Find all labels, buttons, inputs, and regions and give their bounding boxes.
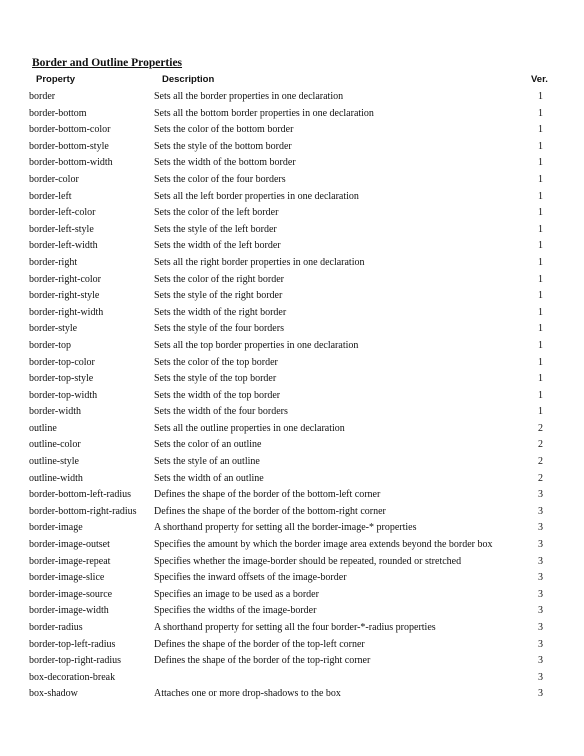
table-row <box>0 371 584 388</box>
property-cell: border-top-color <box>29 356 95 368</box>
table-row <box>0 255 584 272</box>
property-cell: border-bottom-left-radius <box>29 489 131 501</box>
version-cell: 1 <box>538 256 543 268</box>
property-cell: outline-color <box>29 439 81 451</box>
property-cell: border-left <box>29 190 72 202</box>
version-cell: 1 <box>538 373 543 385</box>
table-header <box>0 74 584 88</box>
version-cell: 1 <box>538 273 543 285</box>
table-row <box>0 504 584 521</box>
description-cell: Sets the style of the bottom border <box>154 140 292 152</box>
header-property: Property <box>36 74 76 85</box>
table-row <box>0 520 584 537</box>
version-cell: 1 <box>538 290 543 302</box>
property-cell: border-bottom-width <box>29 157 113 169</box>
property-cell: border-image-source <box>29 588 113 600</box>
property-cell: border-image-slice <box>29 572 105 584</box>
version-cell: 3 <box>538 671 543 683</box>
version-cell: 1 <box>538 91 543 102</box>
description-cell: A shorthand property for setting all the border-image-* properties <box>154 522 417 534</box>
property-cell: border-right <box>29 256 78 268</box>
property-cell: border-image-repeat <box>29 555 111 567</box>
property-cell: box-decoration-break <box>29 671 116 683</box>
table-row <box>0 637 584 654</box>
property-cell: border-bottom-style <box>29 140 109 152</box>
description-cell: Defines the shape of the border of the top-right corner <box>154 655 371 667</box>
property-cell: border-left-width <box>29 240 98 252</box>
version-cell: 1 <box>538 356 543 368</box>
header-version: Ver. <box>531 74 548 85</box>
version-cell: 1 <box>538 107 543 119</box>
property-cell: border-left-color <box>29 207 96 219</box>
description-cell: Sets all the border properties in one declaration <box>154 91 344 102</box>
property-cell: border-image <box>29 522 83 534</box>
property-cell: outline-style <box>29 456 79 468</box>
description-cell: Sets the width of the four borders <box>154 406 288 418</box>
property-cell: border-top-right-radius <box>29 655 121 667</box>
version-cell: 2 <box>538 439 543 451</box>
description-cell: Sets the style of an outline <box>154 456 260 468</box>
description-cell: Sets all the outline properties in one declaration <box>154 422 345 434</box>
table-row <box>0 653 584 670</box>
table-row <box>0 172 584 189</box>
description-cell: Sets the style of the right border <box>154 290 283 302</box>
version-cell: 3 <box>538 638 543 650</box>
version-cell: 3 <box>538 588 543 600</box>
table-row <box>0 238 584 255</box>
description-cell: Defines the shape of the border of the bottom-left corner <box>154 489 381 501</box>
description-cell: Specifies the inward offsets of the image-border <box>154 572 347 584</box>
table-body <box>0 89 584 703</box>
version-cell: 1 <box>538 173 543 185</box>
table-row <box>0 305 584 322</box>
description-cell: Specifies the amount by which the border image area extends beyond the border box <box>154 539 493 551</box>
property-cell: border-bottom-color <box>29 124 111 136</box>
description-cell: Sets the color of an outline <box>154 439 262 451</box>
description-cell: Sets the width of the top border <box>154 389 281 401</box>
property-cell: border-image-outset <box>29 539 110 551</box>
table-row <box>0 122 584 139</box>
version-cell: 1 <box>538 339 543 351</box>
property-cell: border-right-color <box>29 273 101 285</box>
property-cell: border-bottom-right-radius <box>29 505 137 517</box>
table-row <box>0 388 584 405</box>
version-cell: 1 <box>538 389 543 401</box>
version-cell: 3 <box>538 688 543 700</box>
version-cell: 1 <box>538 406 543 418</box>
table-row <box>0 89 584 106</box>
property-cell: box-shadow <box>29 688 78 700</box>
table-row <box>0 487 584 504</box>
header-description: Description <box>162 74 215 85</box>
table-row <box>0 321 584 338</box>
table-row <box>0 686 584 703</box>
table-row <box>0 205 584 222</box>
description-cell: Sets the color of the left border <box>154 207 279 219</box>
description-cell: Defines the shape of the border of the top-left corner <box>154 638 365 650</box>
version-cell: 3 <box>538 489 543 501</box>
table-row <box>0 338 584 355</box>
table-row <box>0 670 584 687</box>
version-cell: 3 <box>538 555 543 567</box>
table-row <box>0 139 584 156</box>
table-row <box>0 421 584 438</box>
description-cell: Sets the style of the left border <box>154 223 277 235</box>
table-row <box>0 603 584 620</box>
version-cell: 3 <box>538 622 543 633</box>
version-cell: 3 <box>538 655 543 667</box>
property-cell: border <box>29 91 56 102</box>
property-cell: border-radius <box>29 622 83 633</box>
description-cell: Sets all the left border properties in one declaration <box>154 190 359 202</box>
table-row <box>0 155 584 172</box>
property-cell: border-width <box>29 406 82 418</box>
property-cell: border-right-style <box>29 290 100 302</box>
description-cell: Sets all the top border properties in one declaration <box>154 339 359 351</box>
property-cell: border-top-left-radius <box>29 638 116 650</box>
property-cell: border-left-style <box>29 223 94 235</box>
description-cell: Sets the color of the four borders <box>154 173 286 185</box>
table-row <box>0 189 584 206</box>
table-row <box>0 106 584 123</box>
table-row <box>0 288 584 305</box>
version-cell: 1 <box>538 240 543 252</box>
property-cell: border-top-width <box>29 389 98 401</box>
section-title: Border and Outline Properties <box>32 57 183 69</box>
description-cell: Sets the width of an outline <box>154 472 264 484</box>
version-cell: 3 <box>538 505 543 517</box>
version-cell: 1 <box>538 223 543 235</box>
table-row <box>0 570 584 587</box>
table-row <box>0 537 584 554</box>
table-row <box>0 554 584 571</box>
description-cell: Sets the style of the four borders <box>154 323 284 335</box>
version-cell: 3 <box>538 572 543 584</box>
table-row <box>0 587 584 604</box>
table-row <box>0 222 584 239</box>
table-row <box>0 454 584 471</box>
table-row <box>0 272 584 289</box>
description-cell: Specifies the widths of the image-border <box>154 605 317 617</box>
version-cell: 1 <box>538 306 543 318</box>
property-cell: border-top <box>29 339 72 351</box>
table-row <box>0 404 584 421</box>
description-cell: Sets the width of the right border <box>154 306 287 318</box>
property-cell: border-top-style <box>29 373 94 385</box>
version-cell: 2 <box>538 422 543 434</box>
property-cell: outline <box>29 422 57 434</box>
version-cell: 1 <box>538 207 543 219</box>
property-cell: border-image-width <box>29 605 109 617</box>
description-cell: Sets all the bottom border properties in one declaration <box>154 107 374 119</box>
property-cell: border-color <box>29 173 79 185</box>
property-cell: border-style <box>29 323 78 335</box>
version-cell: 1 <box>538 157 543 169</box>
version-cell: 3 <box>538 539 543 551</box>
description-cell: Sets all the right border properties in one declaration <box>154 256 365 268</box>
description-cell: Sets the width of the left border <box>154 240 281 252</box>
property-cell: outline-width <box>29 472 83 484</box>
version-cell: 3 <box>538 522 543 534</box>
version-cell: 1 <box>538 124 543 136</box>
description-cell: Sets the width of the bottom border <box>154 157 296 169</box>
description-cell: A shorthand property for setting all the four border-*-radius properties <box>154 622 436 633</box>
version-cell: 2 <box>538 472 543 484</box>
description-cell: Specifies whether the image-border should be repeated, rounded or stretched <box>154 555 462 567</box>
description-cell: Sets the color of the right border <box>154 273 284 285</box>
property-cell: border-right-width <box>29 306 104 318</box>
description-cell: Sets the color of the bottom border <box>154 124 294 136</box>
property-cell: border-bottom <box>29 107 87 119</box>
table-row <box>0 355 584 372</box>
description-cell: Sets the style of the top border <box>154 373 277 385</box>
version-cell: 3 <box>538 605 543 617</box>
version-cell: 1 <box>538 190 543 202</box>
table-row <box>0 620 584 637</box>
table-row <box>0 437 584 454</box>
table-row <box>0 471 584 488</box>
description-cell: Attaches one or more drop-shadows to the box <box>154 688 341 700</box>
description-cell: Defines the shape of the border of the bottom-right corner <box>154 505 386 517</box>
version-cell: 1 <box>538 323 543 335</box>
description-cell: Sets the color of the top border <box>154 356 278 368</box>
version-cell: 1 <box>538 140 543 152</box>
description-cell: Specifies an image to be used as a border <box>154 588 319 600</box>
version-cell: 2 <box>538 456 543 468</box>
